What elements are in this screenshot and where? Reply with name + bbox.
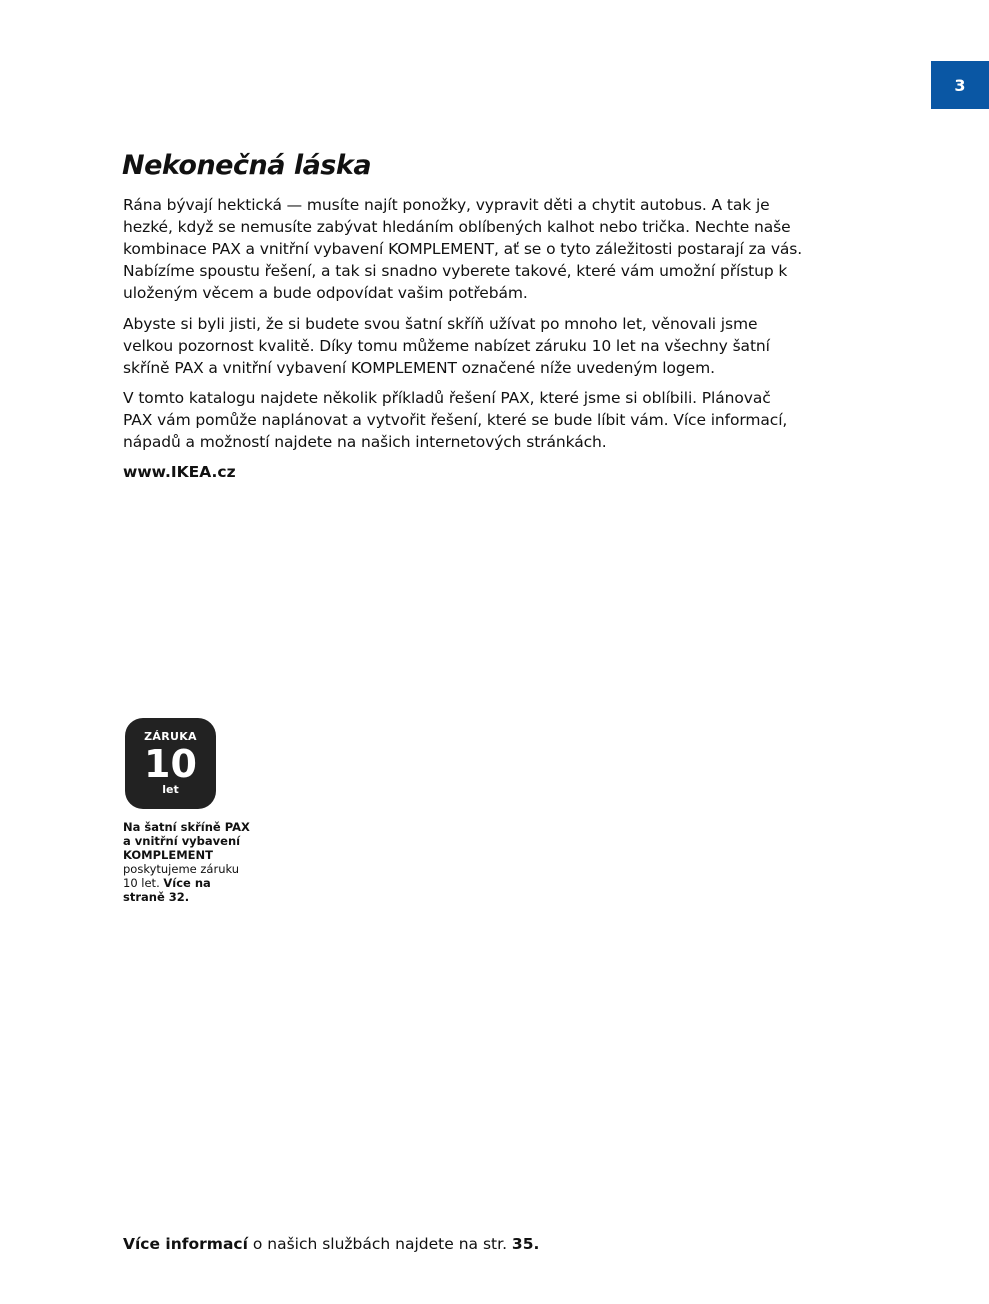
warranty-caption-bold-start: Na šatní skříně PAX a vnitřní vybavení KOMPLEMENT [123,820,250,862]
warranty-caption-text: poskytujeme záruku 10 let. [123,862,240,890]
warranty-caption [123,820,253,904]
warranty-badge-number: 10 [144,742,197,786]
footer-page-ref: 35. [511,1235,540,1253]
footer-note [123,1235,539,1253]
paragraph-2: Abyste si byli jisti, že si budete svou šatní skříň užívat po mnoho let, věnovali jsme velkou pozornost kvalitě. Díky tomu můžeme nabízet záruku 10 let na všechny šatní skříně PAX a vnitřní vybavení KOMPLEMENT označené níže uvedeným logem. [123,315,770,377]
footer-text: o našich službách najdete na str. [247,1235,512,1253]
warranty-badge [125,718,216,809]
paragraph-1: Rána bývají hektická — musíte najít ponožky, vypravit děti a chytit autobus. A tak je hezké, když se nemusíte zabývat hledáním oblíbených kalhot nebo trička. Nechte naše kombinace PAX a vnitřní vybavení KOMPLEMENT, ať se o tyto záležitosti postarají za vás. Nabízíme spoustu řešení, a tak si snadno vyberete takové, které vám umožní přístup k uloženým věcem a bude odpovídat vašim potřebám. [123,196,803,302]
website-link[interactable]: www.IKEA.cz [123,463,236,481]
page-number-tab [931,61,989,109]
warranty-badge-label: ZÁRUKA [144,730,197,743]
warranty-badge-unit: let [162,783,179,796]
footer-bold-start: Více informací [123,1235,248,1253]
paragraph-3: V tomto katalogu najdete několik příkladů řešení PAX, které jsme si oblíbili. Plánovač PAX vám pomůže naplánovat a vytvořit řešení, které se bude líbit vám. Více informací, nápadů a možností najdete na našich internetových stránkách. [123,389,788,451]
warranty-caption-bold-end: Více na straně 32. [123,876,211,904]
page-number: 3 [954,75,966,95]
page-title: Nekonečná láska [122,150,372,181]
